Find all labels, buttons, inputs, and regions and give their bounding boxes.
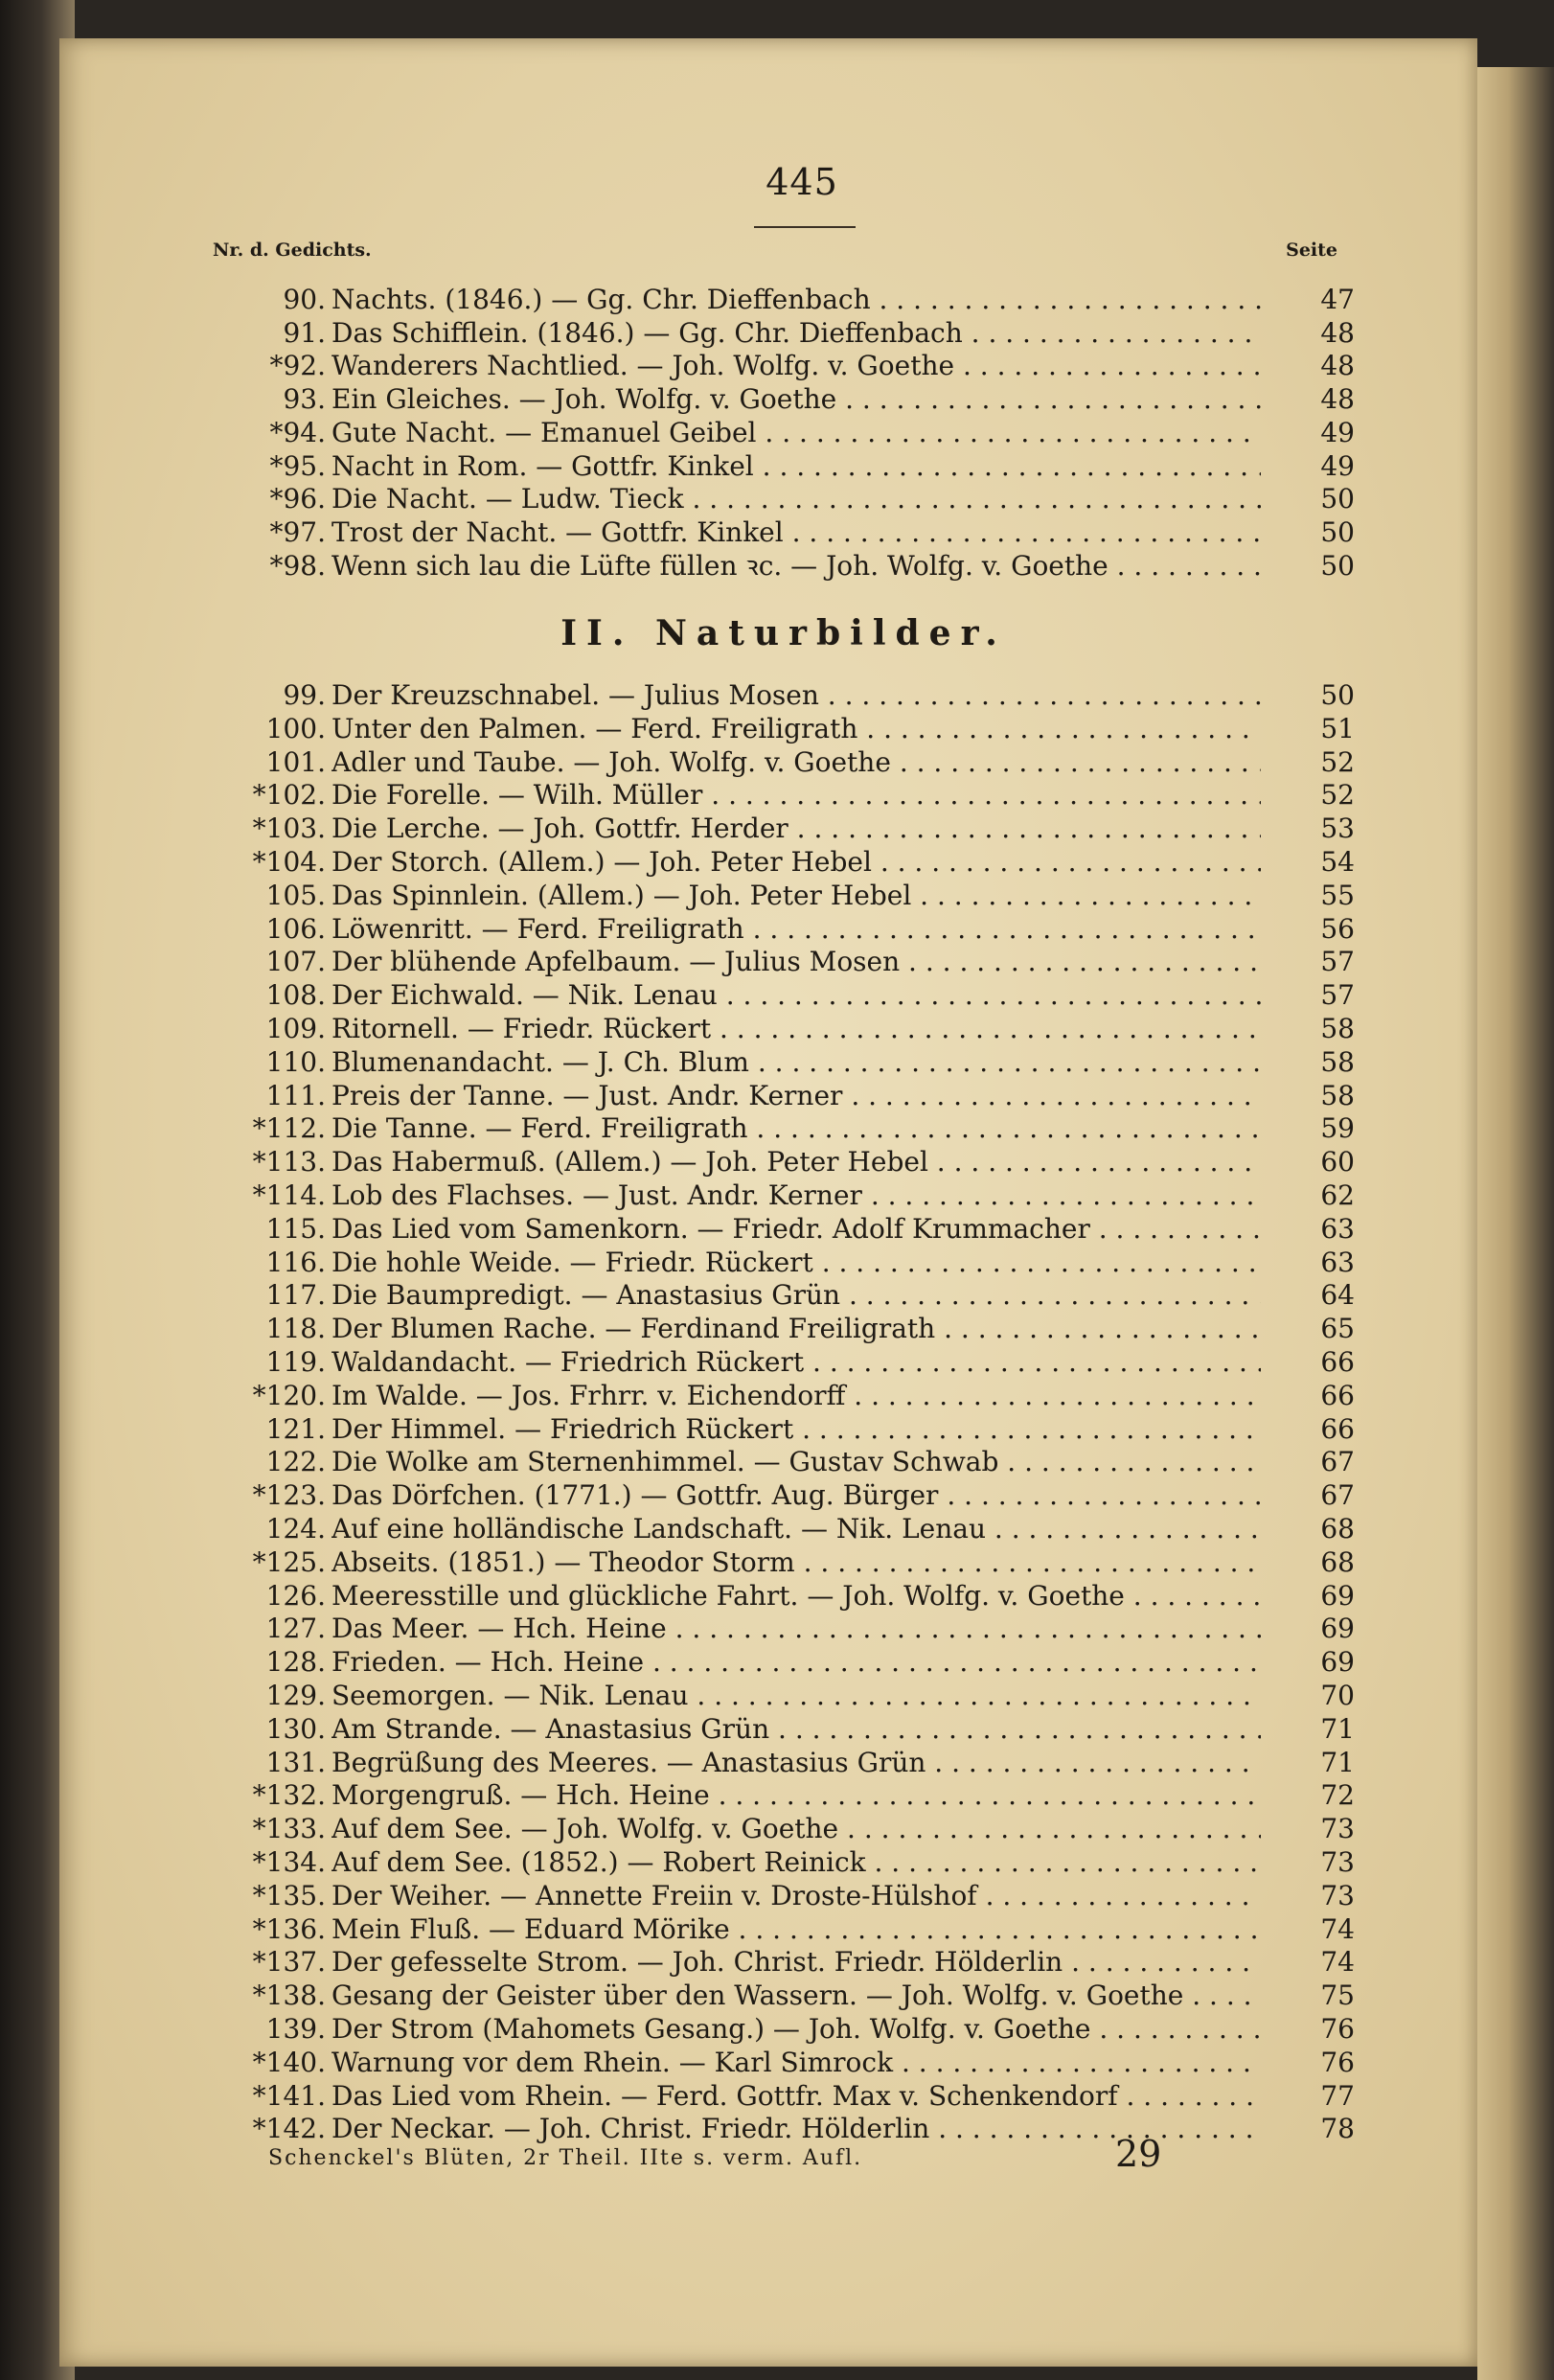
entry-title: Die Wolke am Sternenhimmel. — Gustav Schwab . . . xyxy=(331,1446,1261,1478)
toc-entry xyxy=(213,746,1355,779)
toc-entry xyxy=(213,1646,1355,1679)
toc-entry xyxy=(213,1247,1355,1279)
entry-page: 54 xyxy=(1320,846,1355,878)
entry-page: 75 xyxy=(1320,1980,1355,2012)
entry-title: Das Spinnlein. (Allem.) — Joh. Peter Hebel . . . xyxy=(331,880,1261,912)
footer-signature: 29 xyxy=(1115,2133,1162,2175)
entry-page: 74 xyxy=(1320,1946,1355,1979)
toc-entry xyxy=(213,1513,1355,1545)
toc-entry xyxy=(213,1713,1355,1746)
entry-title: Gesang der Geister über den Wassern. — Joh. Wolfg. v. Goethe . . . xyxy=(331,1980,1261,2012)
entry-page: 48 xyxy=(1320,383,1355,416)
toc-entry xyxy=(213,1946,1355,1979)
entry-number: *103. xyxy=(252,812,326,845)
entry-number: *104. xyxy=(252,846,326,878)
entry-title: Trost der Nacht. — Gottfr. Kinkel . . . xyxy=(331,516,1261,549)
entry-title: Adler und Taube. — Joh. Wolfg. v. Goethe . . . xyxy=(331,746,1261,779)
toc-entry xyxy=(213,350,1355,382)
toc-entry xyxy=(213,2113,1355,2145)
entry-number: 106. xyxy=(265,912,326,945)
entry-number: 118. xyxy=(265,1313,326,1345)
entry-number: 90. xyxy=(283,284,326,315)
entry-page: 52 xyxy=(1320,779,1355,812)
entry-page: 47 xyxy=(1320,284,1355,315)
entry-title: Preis der Tanne. — Just. Andr. Kerner . . . xyxy=(331,1080,1261,1112)
toc-entry xyxy=(213,880,1355,912)
entry-title: Blumenandacht. — J. Ch. Blum . . . xyxy=(331,1046,1261,1079)
entry-title: Der Neckar. — Joh. Christ. Friedr. Hölderlin . . . xyxy=(331,2113,1261,2145)
toc-entry xyxy=(213,1980,1355,2012)
entry-number: 111. xyxy=(265,1079,326,1111)
entry-title: Der gefesselte Strom. — Joh. Christ. Friedr. Hölderlin . . . xyxy=(331,1946,1261,1979)
toc-entry xyxy=(213,1546,1355,1579)
entry-number: 121. xyxy=(265,1412,326,1445)
toc-entry xyxy=(213,1380,1355,1412)
entry-page: 63 xyxy=(1320,1246,1355,1278)
toc-entry xyxy=(213,1747,1355,1779)
toc-entry xyxy=(213,846,1355,879)
toc-entry xyxy=(213,679,1355,712)
toc-entry xyxy=(213,1112,1355,1145)
entry-number: 108. xyxy=(265,979,326,1012)
entry-page: 55 xyxy=(1320,879,1355,911)
entry-page: 50 xyxy=(1320,515,1355,548)
entry-page: 72 xyxy=(1320,1779,1355,1812)
entry-title: Die Baumpredigt. — Anastasius Grün . . . xyxy=(331,1279,1261,1312)
entry-page: 71 xyxy=(1320,1746,1355,1778)
entry-title: Der Kreuzschnabel. — Julius Mosen . . . xyxy=(331,679,1261,712)
entry-page: 66 xyxy=(1320,1346,1355,1378)
toc-entry xyxy=(213,1313,1355,1345)
entry-page: 49 xyxy=(1320,449,1355,482)
toc-entry xyxy=(213,1013,1355,1045)
entry-page: 74 xyxy=(1320,1912,1355,1945)
entry-number: *102. xyxy=(252,779,326,812)
entry-title: Begrüßung des Meeres. — Anastasius Grün . . . xyxy=(331,1747,1261,1779)
entry-page: 62 xyxy=(1320,1179,1355,1211)
toc-entry xyxy=(213,1880,1355,1912)
entry-number: 126. xyxy=(265,1579,326,1612)
entry-number: *114. xyxy=(252,1179,326,1211)
entry-number: 110. xyxy=(265,1045,326,1078)
toc-entry xyxy=(213,913,1355,946)
entry-page: 49 xyxy=(1320,416,1355,448)
toc-entry xyxy=(213,946,1355,978)
toc-entry xyxy=(213,1146,1355,1179)
entry-number: 100. xyxy=(265,712,326,744)
toc-entry xyxy=(213,1680,1355,1712)
entry-number: 122. xyxy=(265,1446,326,1478)
toc-entry xyxy=(213,2047,1355,2079)
entry-number: *142. xyxy=(252,2113,326,2145)
entry-title: Im Walde. — Jos. Frhrr. v. Eichendorff . . . xyxy=(331,1380,1261,1412)
entry-number: 115. xyxy=(265,1212,326,1245)
entry-title: Löwenritt. — Ferd. Freiligrath . . . xyxy=(331,913,1261,946)
entry-number: 127. xyxy=(265,1613,326,1645)
entry-title: Das Meer. — Hch. Heine . . . xyxy=(331,1613,1261,1645)
entry-page: 57 xyxy=(1320,946,1355,978)
toc-entry xyxy=(213,1046,1355,1079)
entry-title: Das Dörfchen. (1771.) — Gottfr. Aug. Bürger . . . xyxy=(331,1479,1261,1512)
entry-page: 70 xyxy=(1320,1680,1355,1711)
entry-page: 64 xyxy=(1320,1279,1355,1312)
entry-title: Der blühende Apfelbaum. — Julius Mosen . . . xyxy=(331,946,1261,978)
entry-title: Ein Gleiches. — Joh. Wolfg. v. Goethe . . . xyxy=(331,383,1261,416)
entry-page: 51 xyxy=(1320,712,1355,744)
entry-page: 63 xyxy=(1320,1212,1355,1245)
entry-page: 48 xyxy=(1320,316,1355,349)
entry-page: 73 xyxy=(1320,1879,1355,1911)
entry-title: Die Tanne. — Ferd. Freiligrath . . . xyxy=(331,1112,1261,1145)
toc-entry xyxy=(213,1179,1355,1212)
entry-page: 73 xyxy=(1320,1813,1355,1845)
entry-title: Auf dem See. (1852.) — Robert Reinick . . . xyxy=(331,1846,1261,1879)
entry-title: Die Forelle. — Wilh. Müller . . . xyxy=(331,779,1261,812)
entry-title: Der Blumen Rache. — Ferdinand Freiligrath . . . xyxy=(331,1313,1261,1345)
page-edge xyxy=(1477,67,1554,2380)
entry-page: 57 xyxy=(1320,979,1355,1012)
entry-page: 58 xyxy=(1320,1079,1355,1111)
toc-entry xyxy=(213,284,1355,316)
entry-number: 109. xyxy=(265,1013,326,1044)
entry-page: 66 xyxy=(1320,1379,1355,1411)
entry-page: 71 xyxy=(1320,1712,1355,1745)
entry-number: *136. xyxy=(252,1912,326,1945)
entry-title: Morgengruß. — Hch. Heine . . . xyxy=(331,1779,1261,1812)
entry-title: Mein Fluß. — Eduard Mörike . . . xyxy=(331,1913,1261,1946)
entry-title: Wenn sich lau die Lüfte füllen ꝛc. — Joh. Wolfg. v. Goethe . . . xyxy=(331,550,1261,583)
toc-entry xyxy=(213,1813,1355,1845)
entry-title: Gute Nacht. — Emanuel Geibel . . . xyxy=(331,417,1261,449)
column-header-poem-number: Nr. d. Gedichts. xyxy=(213,240,372,261)
entry-number: *112. xyxy=(252,1112,326,1145)
toc-entry xyxy=(213,1846,1355,1879)
entry-title: Das Schifflein. (1846.) — Gg. Chr. Dieffenbach . . . xyxy=(331,317,1261,350)
entry-page: 56 xyxy=(1320,912,1355,945)
entry-number: 91. xyxy=(283,316,326,349)
entry-page: 76 xyxy=(1320,2046,1355,2078)
entry-number: 93. xyxy=(283,383,326,416)
entry-number: 139. xyxy=(265,2013,326,2045)
entry-title: Auf dem See. — Joh. Wolfg. v. Goethe . . . xyxy=(331,1813,1261,1845)
entry-number: 116. xyxy=(265,1246,326,1278)
entry-number: *125. xyxy=(252,1545,326,1578)
entry-page: 50 xyxy=(1320,483,1355,515)
entry-number: *113. xyxy=(252,1146,326,1179)
entry-page: 50 xyxy=(1320,679,1355,711)
entry-page: 68 xyxy=(1320,1545,1355,1578)
entry-number: *123. xyxy=(252,1479,326,1512)
entry-title: Frieden. — Hch. Heine . . . xyxy=(331,1646,1261,1679)
entry-number: *134. xyxy=(252,1846,326,1878)
page-number: 445 xyxy=(766,161,838,203)
toc-entry xyxy=(213,1279,1355,1312)
entry-title: Der Himmel. — Friedrich Rückert . . . xyxy=(331,1413,1261,1446)
toc-entry xyxy=(213,1479,1355,1512)
toc-entry xyxy=(213,1613,1355,1645)
entry-title: Meeresstille und glückliche Fahrt. — Joh. Wolfg. v. Goethe . . . xyxy=(331,1580,1261,1613)
entry-page: 59 xyxy=(1320,1112,1355,1145)
toc-entry xyxy=(213,1446,1355,1478)
entry-title: Wanderers Nachtlied. — Joh. Wolfg. v. Goethe . . . xyxy=(331,350,1261,382)
toc-entry xyxy=(213,1346,1355,1379)
entry-number: *95. xyxy=(269,449,326,482)
toc-entry xyxy=(213,1213,1355,1246)
entry-page: 67 xyxy=(1320,1446,1355,1478)
entry-number: 131. xyxy=(265,1746,326,1778)
entry-title: Warnung vor dem Rhein. — Karl Simrock . . . xyxy=(331,2047,1261,2079)
toc-entry xyxy=(213,779,1355,812)
entry-number: *140. xyxy=(252,2046,326,2078)
entry-number: *97. xyxy=(269,515,326,548)
entry-title: Nachts. (1846.) — Gg. Chr. Dieffenbach . . . xyxy=(331,284,1261,316)
entry-page: 78 xyxy=(1320,2113,1355,2145)
toc-entry xyxy=(213,417,1355,449)
entry-title: Der Eichwald. — Nik. Lenau . . . xyxy=(331,979,1261,1012)
section-heading: II. Naturbilder. xyxy=(560,613,1007,653)
toc-entry xyxy=(213,483,1355,515)
footer-imprint: Schenckel's Blüten, 2r Theil. IIte s. verm. Aufl. xyxy=(268,2146,863,2170)
entry-title: Lob des Flachses. — Just. Andr. Kerner . . . xyxy=(331,1179,1261,1212)
toc-entry xyxy=(213,2080,1355,2113)
entry-page: 60 xyxy=(1320,1146,1355,1179)
entry-page: 66 xyxy=(1320,1412,1355,1445)
entry-title: Nacht in Rom. — Gottfr. Kinkel . . . xyxy=(331,450,1261,483)
entry-title: Das Lied vom Samenkorn. — Friedr. Adolf Krummacher . . . xyxy=(331,1213,1261,1246)
entry-title: Ritornell. — Friedr. Rückert . . . xyxy=(331,1013,1261,1045)
entry-number: 101. xyxy=(265,745,326,778)
entry-title: Die Lerche. — Joh. Gottfr. Herder . . . xyxy=(331,812,1261,845)
entry-number: *92. xyxy=(269,350,326,382)
entry-number: *138. xyxy=(252,1980,326,2012)
entry-page: 76 xyxy=(1320,2013,1355,2045)
entry-number: 130. xyxy=(265,1712,326,1745)
entry-number: 117. xyxy=(265,1279,326,1312)
toc-entry xyxy=(213,2013,1355,2046)
entry-page: 52 xyxy=(1320,745,1355,778)
entry-title: Auf eine holländische Landschaft. — Nik. Lenau . . . xyxy=(331,1513,1261,1545)
entry-page: 67 xyxy=(1320,1479,1355,1512)
toc-entry xyxy=(213,516,1355,549)
entry-number: 124. xyxy=(265,1513,326,1545)
entry-page: 65 xyxy=(1320,1313,1355,1345)
entry-number: *96. xyxy=(269,483,326,515)
toc-entry xyxy=(213,1913,1355,1946)
entry-number: *132. xyxy=(252,1779,326,1812)
entry-page: 50 xyxy=(1320,549,1355,582)
entry-number: *141. xyxy=(252,2079,326,2112)
entry-title: Die hohle Weide. — Friedr. Rückert . . . xyxy=(331,1247,1261,1279)
toc-entry xyxy=(213,1413,1355,1446)
entry-number: 128. xyxy=(265,1646,326,1679)
toc-entry xyxy=(213,979,1355,1012)
entry-number: 99. xyxy=(283,679,326,711)
toc-entry xyxy=(213,713,1355,745)
entry-page: 68 xyxy=(1320,1513,1355,1545)
header-rule xyxy=(754,226,856,228)
entry-page: 58 xyxy=(1320,1013,1355,1044)
entry-number: *133. xyxy=(252,1813,326,1845)
entry-page: 53 xyxy=(1320,812,1355,845)
toc-entry xyxy=(213,1779,1355,1812)
entry-title: Der Weiher. — Annette Freiin v. Droste-Hülshof . . . xyxy=(331,1880,1261,1912)
toc-entry xyxy=(213,1080,1355,1112)
entry-number: *120. xyxy=(252,1379,326,1411)
entry-title: Das Lied vom Rhein. — Ferd. Gottfr. Max v. Schenkendorf . . . xyxy=(331,2080,1261,2113)
entry-page: 73 xyxy=(1320,1846,1355,1878)
entry-title: Seemorgen. — Nik. Lenau . . . xyxy=(331,1680,1261,1712)
entry-title: Unter den Palmen. — Ferd. Freiligrath . . . xyxy=(331,713,1261,745)
entry-number: *135. xyxy=(252,1879,326,1911)
toc-entry xyxy=(213,812,1355,845)
entry-page: 69 xyxy=(1320,1579,1355,1612)
entry-title: Waldandacht. — Friedrich Rückert . . . xyxy=(331,1346,1261,1379)
entry-title: Das Habermuß. (Allem.) — Joh. Peter Hebel . . . xyxy=(331,1146,1261,1179)
entry-title: Der Strom (Mahomets Gesang.) — Joh. Wolfg. v. Goethe . . . xyxy=(331,2013,1261,2046)
entry-number: 119. xyxy=(265,1346,326,1378)
entry-page: 77 xyxy=(1320,2079,1355,2112)
entry-title: Die Nacht. — Ludw. Tieck . . . xyxy=(331,483,1261,515)
entry-title: Der Storch. (Allem.) — Joh. Peter Hebel . . . xyxy=(331,846,1261,879)
entry-number: *94. xyxy=(269,416,326,448)
toc-entry xyxy=(213,550,1355,583)
toc-entry xyxy=(213,450,1355,483)
entry-number: *137. xyxy=(252,1946,326,1979)
entry-page: 69 xyxy=(1320,1613,1355,1645)
toc-entry xyxy=(213,317,1355,350)
entry-page: 48 xyxy=(1320,350,1355,382)
entry-number: *98. xyxy=(269,549,326,582)
entry-number: 105. xyxy=(265,879,326,911)
column-header-page: Seite xyxy=(1286,240,1337,261)
toc-entry xyxy=(213,383,1355,416)
entry-title: Am Strande. — Anastasius Grün . . . xyxy=(331,1713,1261,1746)
entry-number: 107. xyxy=(265,946,326,978)
entry-page: 58 xyxy=(1320,1045,1355,1078)
entry-title: Abseits. (1851.) — Theodor Storm . . . xyxy=(331,1546,1261,1579)
entry-number: 129. xyxy=(265,1680,326,1711)
toc-entry xyxy=(213,1580,1355,1613)
entry-page: 69 xyxy=(1320,1646,1355,1679)
